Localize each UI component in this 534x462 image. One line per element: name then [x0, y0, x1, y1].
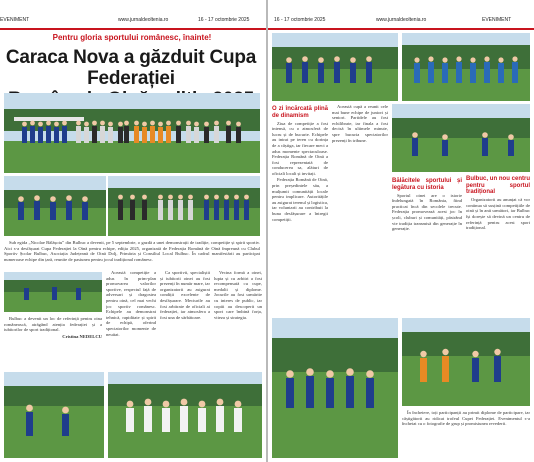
right-photo-match — [392, 104, 530, 172]
left-column-2 — [160, 270, 210, 370]
right-bottom-photo-left — [272, 318, 398, 458]
right-photo-team-b — [402, 33, 530, 101]
left-column-0 — [4, 316, 102, 360]
main-group-photo — [4, 93, 260, 173]
right-page — [268, 0, 534, 462]
right-column-2-text: Această cupă a reunit cele mai bune echipe de juniori și seniori. Partidele au fost echilibrate, iar finala a fost decisă în ultimele minute, spre bucuria spectatorilor prezenți în tribune. — [332, 104, 388, 143]
lead-paragraph: Sub egida „Nicolae Bălășoiu” din Bulbuc a devenit, pe 5 septembrie, o gazdă a unei demonstrații de tradiție, competiție și spirit sportiv. Aici s-a desfășurat Cupa Federației la Oină pentru echipe, ediția 2025, organizată de Federația Română de Oină împreună cu Clubul Sportiv Școlar Bulbuc, Asociația Județeană de Oină Dolj, Primăria și Consiliul Local Bulbuc. În cadrul manifestării au participat numeroase echipe din țară, reunite de pasiunea pentru jocul tradițional românesc. — [4, 240, 260, 262]
left-site-url: www.jurnaldeoltenia.ro — [118, 17, 169, 23]
right-bottom-photo-right — [402, 318, 530, 406]
ceremony-photo — [108, 176, 260, 236]
left-column-1-text: Această competiție a adus în prim-plan promovarea valorilor sportive, respectul față de adversari și dragostea pentru oină, cel mai vechi joc sportiv românesc. Echipele au demonstrat tehnică, rapiditate și spirit de echipă, oferind spectatorilor momente de neuitat. — [106, 270, 156, 337]
right-header-rule — [268, 28, 534, 30]
right-column-3-text: Sportul oinei are o istorie îndelungată în România, fiind practicat încă din secolele trecute. Federația promovează acest joc în școli, cluburi și comunități, păstrând vie tradiția transmisă din generație în generație. — [392, 192, 462, 232]
right-column-4-text: Organizatorii au anunțat că vor continua să susțină competițiile de oină și în anii următori, iar Bulbuc își dorește să devină un centru de referință pentru acest sport tradițional. — [466, 197, 530, 231]
right-column-1b-text: Federația Română de Oină, prin președintele său, a mulțumit comunității locale pentru implicare. Autoritățile au asigurat terenul și logistica, iar voluntarii au contribuit la buna desfășurare a întregii competiții. — [272, 177, 328, 222]
right-column-5-text: În încheiere, toți participanții au primit diplome de participare, iar câștigătorii au ridicat trofeul Cupei Federației. Evenimentul s-a încheiat cu o fotografie de grup și promisiunea revederii. — [402, 410, 530, 427]
field-photo-small — [4, 272, 102, 312]
team-celebration-photo — [108, 372, 262, 458]
sub-lead: Bulbuc a devenit un loc de referință pentru oina românească, atrăgând atenția federației și a iubitorilor de sport tradițional. — [4, 316, 102, 333]
left-header-rule — [0, 28, 266, 30]
headline-line-1: Caraca Nova a găzduit Cupa Federației — [5, 47, 257, 89]
players-photo-left — [4, 176, 106, 236]
right-column-1-text: Ziua de competiție a fost intensă, cu o atmosferă de lucru și de bucurie. Echipele au intrat pe teren cu dorința de a câștiga, iar fiecare meci a adus momente spectaculoase. Federația Română de Oină a fost reprezentată de conducerea sa, alături de oficiali locali și invitați. — [272, 120, 328, 177]
right-photo-team-a — [272, 33, 398, 101]
right-heading-1: O zi încărcată plină de dinamism — [272, 106, 328, 119]
right-heading-4: Bălăcitele sportului și legătura cu istoria — [392, 178, 462, 191]
left-column-1 — [106, 270, 156, 370]
right-column-2 — [332, 104, 388, 314]
right-column-5 — [402, 410, 530, 458]
right-issue-date: 16 - 17 octombrie 2025 — [274, 17, 326, 23]
right-heading-3: Bulbuc, un nou centru pentru sportul tradițional — [466, 176, 530, 196]
author-signature: Cristina NEDELCU — [62, 333, 102, 339]
left-column-3 — [214, 270, 262, 370]
match-photo-left — [4, 372, 104, 458]
lead-paragraph-block — [4, 240, 260, 268]
left-page — [0, 0, 266, 462]
right-site-url: www.jurnaldeoltenia.ro — [376, 17, 427, 23]
left-section-label: EVENIMENT — [0, 17, 30, 23]
right-column-3 — [392, 176, 462, 314]
right-section-label: EVENIMENT — [482, 17, 512, 23]
left-issue-date: 16 - 17 octombrie 2025 — [198, 17, 250, 23]
kicker: Pentru gloria sportului românesc, înainte! — [52, 33, 212, 42]
left-column-2-text: Ca sportivii, specialiștii și iubitorii oinei au fost prezenți în număr mare, iar organizatorii au asigurat condiții excelente de desfășurare. Meciurile au fost arbitrate de oficiali ai federației, iar atmosfera a fost una de sărbătoare. — [160, 270, 210, 320]
left-column-3-text: Vecina formă a oinei, lupta și cu arbitri a fost recompensată cu cupe, medalii și diplome. Jocurile au fost urmărite cu interes de public, iar copiii au descoperit un sport care îmbină forța, viteza și strategia. — [214, 270, 262, 320]
right-column-1 — [272, 104, 328, 314]
